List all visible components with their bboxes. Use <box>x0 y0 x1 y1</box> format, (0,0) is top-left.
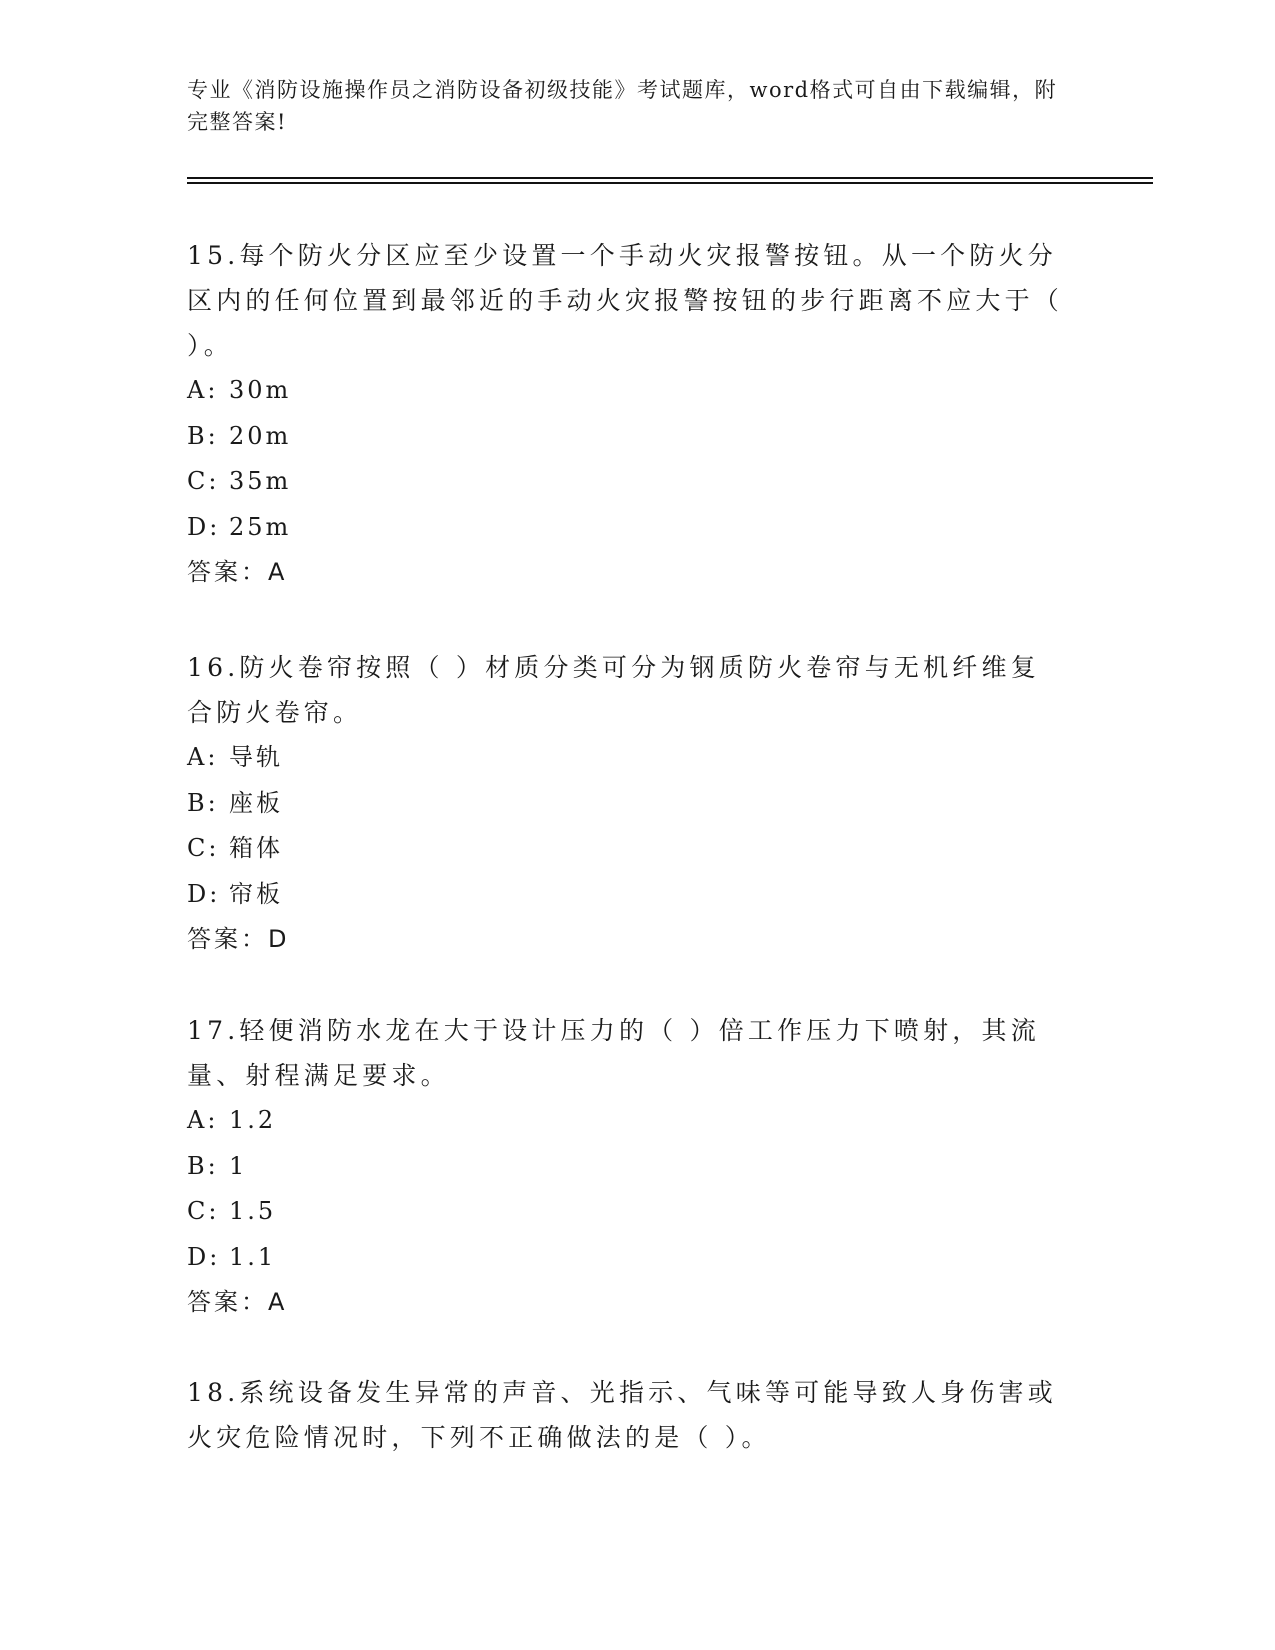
option-value: 座板 <box>229 788 283 817</box>
question-15 <box>187 233 1067 595</box>
option-label: C: <box>187 467 220 495</box>
option-label: D: <box>187 879 221 908</box>
option-value: 帘板 <box>229 879 283 908</box>
option-d <box>187 505 1067 551</box>
option-value: 20m <box>229 421 292 450</box>
option-value: 箱体 <box>229 834 283 862</box>
question-18 <box>187 1370 1067 1460</box>
option-d <box>187 1235 1067 1281</box>
option-c <box>187 459 1067 505</box>
question-text: 18.系统设备发生异常的声音、光指示、气味等可能导致人身伤害或火灾危险情况时，下列不正确做法的是（ ）。 <box>187 1378 1057 1452</box>
question-text: 15.每个防火分区应至少设置一个手动火灾报警按钮。从一个防火分区内的任何位置到最邻近的手动火灾报警按钮的步行距离不应大于（ ）。 <box>187 241 1064 360</box>
header-text: 专业《消防设施操作员之消防设备初级技能》考试题库，word格式可自由下载编辑，附完整答案! <box>187 78 1058 134</box>
option-value: 25m <box>229 512 292 541</box>
option-label: D: <box>187 1242 221 1271</box>
option-a <box>187 735 1067 781</box>
option-label: A: <box>187 376 219 404</box>
option-label: D: <box>187 512 221 541</box>
option-b <box>187 1144 1067 1190</box>
option-value: 1.2 <box>229 1106 277 1134</box>
option-label: C: <box>187 834 220 862</box>
option-label: B: <box>187 421 219 450</box>
question-17 <box>187 1008 1067 1325</box>
option-b <box>187 781 1067 827</box>
option-value: 1.1 <box>229 1242 277 1271</box>
option-value: 35m <box>229 467 292 495</box>
option-label: B: <box>187 1151 219 1180</box>
option-label: A: <box>187 1106 219 1134</box>
question-text: 17.轻便消防水龙在大于设计压力的（ ）倍工作压力下喷射，其流量、射程满足要求。 <box>187 1016 1040 1090</box>
option-c <box>187 826 1067 872</box>
answer: 答案：A <box>187 558 288 586</box>
answer: 答案：A <box>187 1288 288 1316</box>
option-label: A: <box>187 743 219 771</box>
option-b <box>187 414 1067 460</box>
question-16 <box>187 645 1067 962</box>
option-value: 30m <box>229 376 292 404</box>
option-a <box>187 368 1067 414</box>
document-header <box>187 74 1067 138</box>
header-divider-bottom <box>187 182 1153 184</box>
option-d <box>187 872 1067 918</box>
option-value: 导轨 <box>229 743 283 771</box>
question-text: 16.防火卷帘按照（ ）材质分类可分为钢质防火卷帘与无机纤维复合防火卷帘。 <box>187 653 1040 727</box>
option-value: 1.5 <box>229 1197 277 1225</box>
option-label: C: <box>187 1197 220 1225</box>
option-value: 1 <box>229 1151 248 1180</box>
header-divider-top <box>187 177 1153 179</box>
option-label: B: <box>187 788 219 817</box>
option-a <box>187 1098 1067 1144</box>
option-c <box>187 1189 1067 1235</box>
answer: 答案：D <box>187 925 290 953</box>
